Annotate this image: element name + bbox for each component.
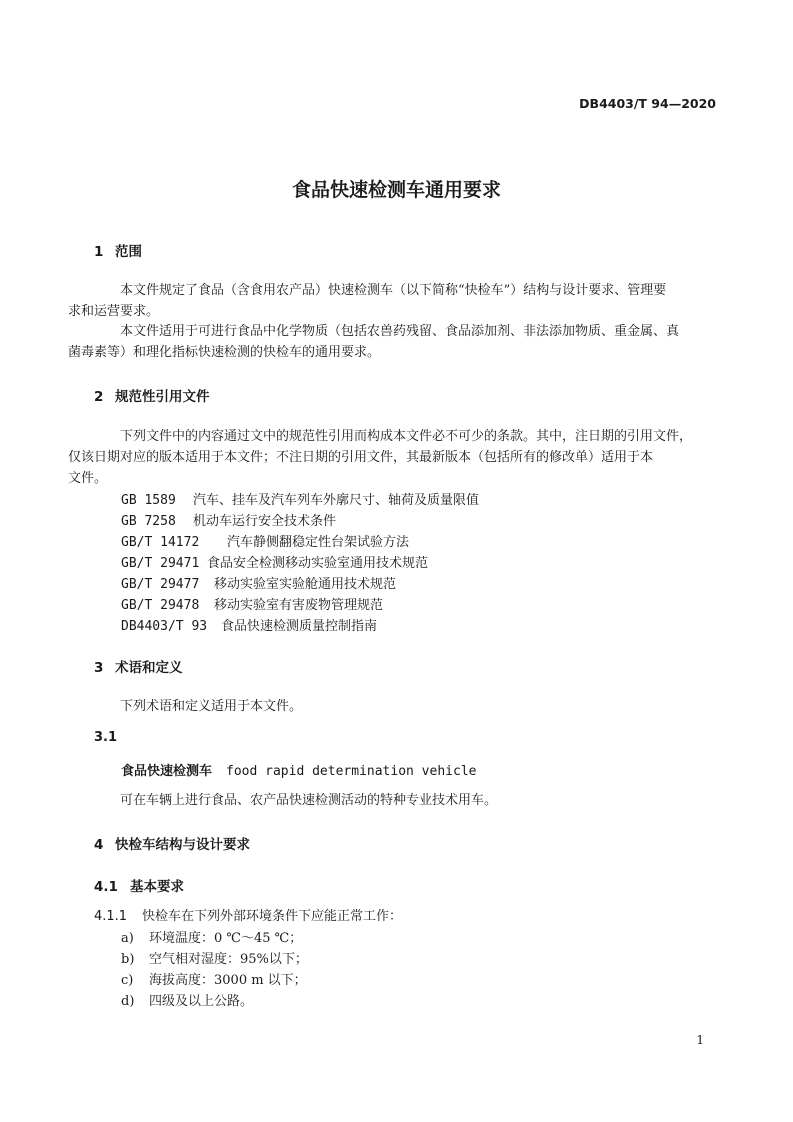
section-4-heading — [94, 833, 250, 853]
document-code: DB4403/T 94—2020 — [579, 96, 716, 111]
reference-title: 汽车、挂车及汽车列车外廓尺寸、轴荷及质量限值 — [193, 493, 480, 508]
term-definition-text: 可在车辆上进行食品、农产品快速检测活动的特种专业技术用车。 — [120, 793, 498, 808]
reference-item — [121, 489, 479, 508]
section-2-intro — [68, 427, 716, 489]
list-marker: b) — [121, 952, 135, 967]
reference-title: 食品安全检测移动实验室通用技术规范 — [207, 556, 429, 571]
section-4-title: 快检车结构与设计要求 — [115, 837, 250, 853]
list-text: 海拔高度：3000 m 以下； — [149, 973, 307, 988]
clause-number: 4.1.1 — [94, 909, 128, 924]
section-2-heading — [94, 385, 210, 405]
section-2-intro-line1: 下列文件中的内容通过文中的规范性引用而构成本文件必不可少的条款。其中，注日期的引用文件， — [120, 429, 693, 444]
reference-title: 机动车运行安全技术条件 — [193, 514, 337, 529]
section-4-1-heading — [94, 875, 184, 895]
reference-item — [121, 531, 409, 550]
reference-item — [121, 552, 428, 571]
reference-title: 移动实验室实验舱通用技术规范 — [214, 577, 397, 592]
section-1-heading — [94, 240, 142, 260]
reference-code: GB/T 29478 — [121, 598, 200, 613]
section-2-number: 2 — [94, 389, 104, 405]
term-definition — [94, 791, 716, 812]
section-1-paragraph-1 — [68, 281, 716, 323]
section-1-title: 范围 — [115, 244, 142, 260]
reference-code: GB/T 29477 — [121, 577, 200, 592]
term-number: 3.1 — [94, 730, 118, 745]
section-1-p2-line1: 本文件适用于可进行食品中化学物质（包括农兽药残留、食品添加剂、非法添加物质、重金属、真 — [120, 324, 680, 339]
reference-code: GB/T 14172 — [121, 535, 200, 550]
section-3-number: 3 — [94, 660, 104, 676]
term-entry — [121, 760, 476, 779]
reference-title: 汽车静侧翻稳定性台架试验方法 — [227, 535, 410, 550]
clause-text: 快检车在下列外部环境条件下应能正常工作： — [142, 909, 403, 924]
reference-title: 移动实验室有害废物管理规范 — [214, 598, 384, 613]
reference-code: GB 7258 — [121, 514, 176, 529]
section-2-title: 规范性引用文件 — [115, 389, 210, 405]
list-marker: d) — [121, 994, 135, 1009]
section-3-intro — [94, 697, 716, 718]
section-1-paragraph-2 — [68, 322, 716, 364]
page-number: 1 — [696, 1033, 704, 1047]
section-2-intro-line3: 文件。 — [68, 470, 108, 486]
term-chinese: 食品快速检测车 — [121, 764, 213, 779]
reference-item — [121, 510, 336, 529]
reference-title: 食品快速检测质量控制指南 — [221, 619, 378, 634]
list-item — [121, 990, 253, 1009]
list-item — [121, 927, 302, 946]
reference-code: GB 1589 — [121, 493, 176, 508]
reference-code: DB4403/T 93 — [121, 619, 208, 634]
section-1-p1-line2: 求和运营要求。 — [68, 303, 160, 319]
section-1-p1-line1: 本文件规定了食品（含食用农产品）快速检测车（以下简称“快检车”）结构与设计要求、管理要 — [120, 283, 667, 298]
section-4-1-number: 4.1 — [94, 879, 118, 895]
clause-4-1-1 — [94, 905, 402, 924]
reference-item — [121, 594, 383, 613]
document-title: 食品快速检测车通用要求 — [291, 179, 501, 201]
section-3-heading — [94, 656, 183, 676]
term-english: food rapid determination vehicle — [226, 764, 477, 779]
section-4-number: 4 — [94, 837, 104, 853]
section-3-title: 术语和定义 — [115, 660, 183, 676]
section-1-p2-line2: 菌毒素等）和理化指标快速检测的快检车的通用要求。 — [68, 344, 381, 360]
list-item — [121, 969, 307, 988]
reference-code: GB/T 29471 — [121, 556, 200, 571]
section-3-intro-text: 下列术语和定义适用于本文件。 — [120, 699, 303, 714]
section-4-1-title: 基本要求 — [130, 879, 184, 895]
section-1-number: 1 — [94, 244, 104, 260]
list-marker: a) — [121, 931, 134, 946]
list-text: 空气相对湿度：95%以下； — [149, 952, 308, 967]
reference-item — [121, 615, 377, 634]
reference-item — [121, 573, 396, 592]
section-2-intro-line2: 仅该日期对应的版本适用于本文件；不注日期的引用文件，其最新版本（包括所有的修改单）适用于本 — [68, 449, 654, 465]
list-text: 四级及以上公路。 — [149, 994, 254, 1009]
list-text: 环境温度：0 ℃～45 ℃； — [149, 931, 303, 946]
list-item — [121, 948, 308, 967]
list-marker: c) — [121, 973, 134, 988]
